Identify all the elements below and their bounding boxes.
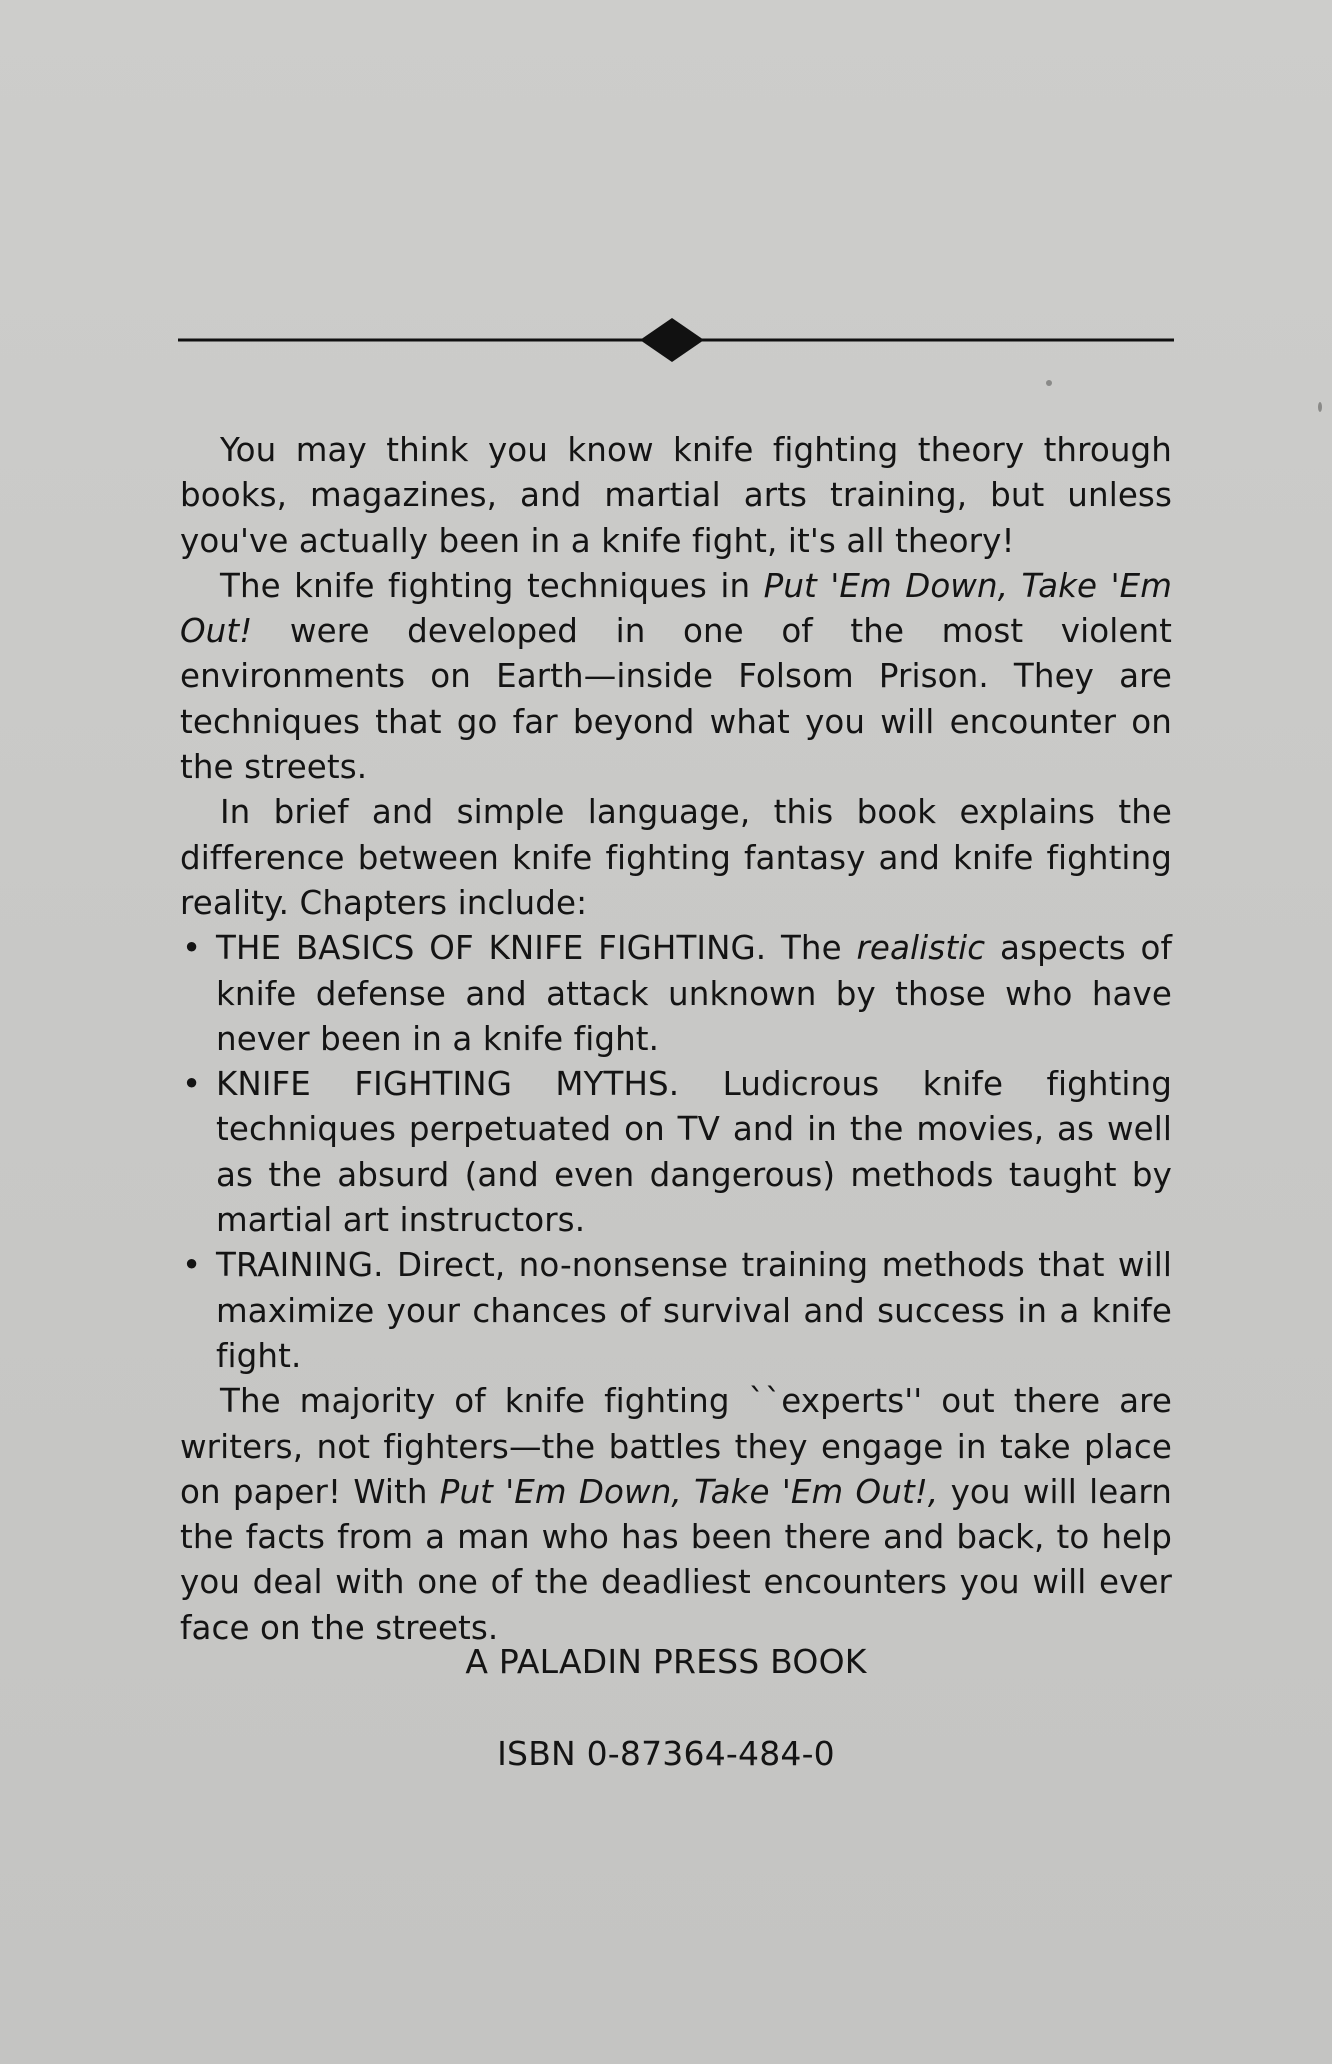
book-title: Put 'Em Down, Take 'Em Out! <box>180 566 1173 651</box>
chapter-description: Ludicrous knife fighting techniques perpetuated on TV and in the movies, as well as the absurd (and even dangerous) methods taught by martial art instructors. <box>216 1065 1172 1240</box>
chapter-heading: TRAINING. <box>216 1246 384 1285</box>
closing-paragraph-rest: you will learn the facts from a man who has been there and back, to help you deal with one of the deadliest encounters you will ever face on the streets. <box>180 1472 1172 1647</box>
techniques-paragraph <box>180 564 1172 790</box>
paper-speck <box>1046 380 1052 386</box>
ornamental-divider <box>178 318 1174 362</box>
chapter-description-lead: The <box>766 929 857 968</box>
bullet-icon: • <box>182 1246 202 1285</box>
techniques-paragraph-rest: were developed in one of the most violent environments on Earth—inside Folsom Prison. They are techniques that go far beyond what you will encounter on the streets. <box>180 612 1172 787</box>
blurb <box>180 428 1172 1651</box>
chapter-description: aspects of knife defense and attack unknown by those who have never been in a knife fight. <box>216 929 1173 1058</box>
list-item <box>180 1243 1172 1379</box>
intro-paragraph: You may think you know knife fighting theory through books, magazines, and martial arts training, but unless you've actually been in a knife fight, it's all theory! <box>180 431 1172 560</box>
closing-paragraph <box>180 1379 1172 1651</box>
chapters-intro-paragraph: In brief and simple language, this book explains the difference between knife fighting fantasy and knife fighting reality. Chapters include: <box>180 793 1172 922</box>
techniques-paragraph-lead: The knife fighting techniques in <box>220 566 764 605</box>
isbn-line: ISBN 0-87364-484-0 <box>497 1734 835 1773</box>
paper-speck <box>1318 402 1322 412</box>
chapter-description: Direct, no-nonsense training methods that will maximize your chances of survival and success in a knife fight. <box>216 1246 1172 1375</box>
bullet-icon: • <box>182 1065 202 1104</box>
publisher-line: A PALADIN PRESS BOOK <box>465 1642 867 1681</box>
closing-paragraph-lead: The majority of knife fighting ``experts'' out there are writers, not fighters—the battles they engage in take place on paper! With <box>180 1382 1172 1511</box>
chapter-heading: THE BASICS OF KNIFE FIGHTING. <box>216 929 767 968</box>
list-item <box>180 926 1172 1062</box>
list-item <box>180 1062 1172 1243</box>
book-title: Put 'Em Down, Take 'Em Out!, <box>439 1472 939 1511</box>
chapter-list <box>180 926 1172 1379</box>
chapter-emphasis: realistic <box>856 929 986 968</box>
chapter-heading: KNIFE FIGHTING MYTHS. <box>216 1065 680 1104</box>
bullet-icon: • <box>182 929 202 968</box>
diamond-rule-icon <box>178 318 1174 362</box>
